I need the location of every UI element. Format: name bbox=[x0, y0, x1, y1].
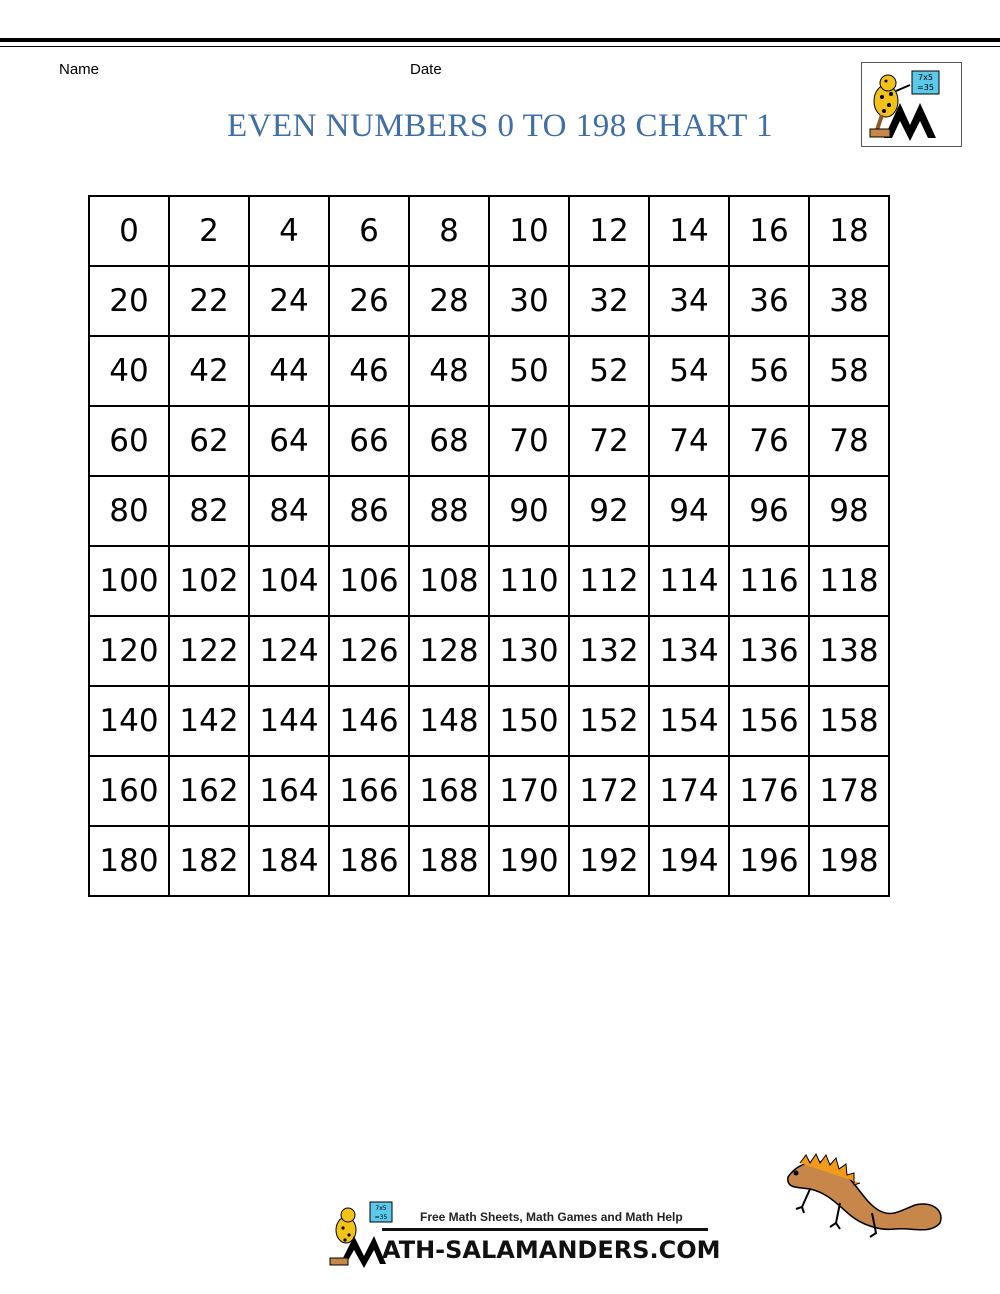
grid-cell: 28 bbox=[409, 266, 489, 336]
grid-cell: 36 bbox=[729, 266, 809, 336]
footer-site-name: ATH-SALAMANDERS.COM bbox=[382, 1236, 721, 1264]
grid-cell: 42 bbox=[169, 336, 249, 406]
grid-cell: 88 bbox=[409, 476, 489, 546]
grid-cell: 56 bbox=[729, 336, 809, 406]
grid-row bbox=[89, 686, 889, 756]
grid-cell: 176 bbox=[729, 756, 809, 826]
grid-cell: 98 bbox=[809, 476, 889, 546]
grid-row bbox=[89, 616, 889, 686]
grid-cell: 120 bbox=[89, 616, 169, 686]
grid-cell: 198 bbox=[809, 826, 889, 896]
grid-cell: 188 bbox=[409, 826, 489, 896]
grid-cell: 34 bbox=[649, 266, 729, 336]
grid-cell: 196 bbox=[729, 826, 809, 896]
grid-row bbox=[89, 476, 889, 546]
grid-cell: 52 bbox=[569, 336, 649, 406]
grid-cell: 50 bbox=[489, 336, 569, 406]
grid-cell: 84 bbox=[249, 476, 329, 546]
grid-cell: 124 bbox=[249, 616, 329, 686]
grid-cell: 92 bbox=[569, 476, 649, 546]
grid-cell: 22 bbox=[169, 266, 249, 336]
grid-row bbox=[89, 756, 889, 826]
footer-divider bbox=[382, 1228, 708, 1231]
grid-cell: 80 bbox=[89, 476, 169, 546]
grid-cell: 136 bbox=[729, 616, 809, 686]
svg-text:=35: =35 bbox=[917, 83, 934, 92]
grid-cell: 60 bbox=[89, 406, 169, 476]
grid-cell: 68 bbox=[409, 406, 489, 476]
grid-cell: 116 bbox=[729, 546, 809, 616]
svg-text:=35: =35 bbox=[374, 1214, 388, 1221]
footer-tagline: Free Math Sheets, Math Games and Math Help bbox=[420, 1210, 683, 1224]
even-numbers-grid bbox=[88, 195, 890, 897]
grid-cell: 76 bbox=[729, 406, 809, 476]
grid-cell: 184 bbox=[249, 826, 329, 896]
grid-cell: 154 bbox=[649, 686, 729, 756]
grid-cell: 18 bbox=[809, 196, 889, 266]
grid-cell: 100 bbox=[89, 546, 169, 616]
grid-cell: 78 bbox=[809, 406, 889, 476]
newt-illustration bbox=[780, 1145, 950, 1260]
grid-cell: 2 bbox=[169, 196, 249, 266]
name-label: Name bbox=[59, 61, 100, 78]
grid-cell: 20 bbox=[89, 266, 169, 336]
grid-cell: 70 bbox=[489, 406, 569, 476]
grid-cell: 158 bbox=[809, 686, 889, 756]
grid-cell: 0 bbox=[89, 196, 169, 266]
grid-cell: 106 bbox=[329, 546, 409, 616]
grid-row bbox=[89, 546, 889, 616]
top-rule-thin bbox=[0, 46, 1000, 47]
grid-cell: 86 bbox=[329, 476, 409, 546]
grid-cell: 64 bbox=[249, 406, 329, 476]
grid-cell: 156 bbox=[729, 686, 809, 756]
grid-cell: 142 bbox=[169, 686, 249, 756]
grid-cell: 164 bbox=[249, 756, 329, 826]
grid-cell: 150 bbox=[489, 686, 569, 756]
grid-cell: 182 bbox=[169, 826, 249, 896]
grid-cell: 24 bbox=[249, 266, 329, 336]
grid-cell: 166 bbox=[329, 756, 409, 826]
grid-cell: 170 bbox=[489, 756, 569, 826]
grid-cell: 94 bbox=[649, 476, 729, 546]
grid-cell: 44 bbox=[249, 336, 329, 406]
grid-cell: 140 bbox=[89, 686, 169, 756]
grid-cell: 126 bbox=[329, 616, 409, 686]
grid-cell: 14 bbox=[649, 196, 729, 266]
grid-row bbox=[89, 196, 889, 266]
grid-cell: 96 bbox=[729, 476, 809, 546]
grid-cell: 190 bbox=[489, 826, 569, 896]
grid-cell: 186 bbox=[329, 826, 409, 896]
grid-row bbox=[89, 266, 889, 336]
salamander-logo bbox=[861, 62, 962, 147]
grid-cell: 32 bbox=[569, 266, 649, 336]
grid-row bbox=[89, 336, 889, 406]
grid-cell: 4 bbox=[249, 196, 329, 266]
grid-cell: 90 bbox=[489, 476, 569, 546]
grid-cell: 104 bbox=[249, 546, 329, 616]
svg-text:7x5: 7x5 bbox=[918, 73, 933, 82]
grid-cell: 162 bbox=[169, 756, 249, 826]
grid-cell: 114 bbox=[649, 546, 729, 616]
grid-cell: 54 bbox=[649, 336, 729, 406]
grid-cell: 62 bbox=[169, 406, 249, 476]
grid-cell: 130 bbox=[489, 616, 569, 686]
grid-cell: 16 bbox=[729, 196, 809, 266]
grid-cell: 108 bbox=[409, 546, 489, 616]
grid-cell: 74 bbox=[649, 406, 729, 476]
grid-cell: 46 bbox=[329, 336, 409, 406]
grid-cell: 82 bbox=[169, 476, 249, 546]
grid-cell: 144 bbox=[249, 686, 329, 756]
grid-cell: 172 bbox=[569, 756, 649, 826]
grid-cell: 148 bbox=[409, 686, 489, 756]
grid-cell: 72 bbox=[569, 406, 649, 476]
grid-cell: 10 bbox=[489, 196, 569, 266]
grid-cell: 38 bbox=[809, 266, 889, 336]
grid-cell: 110 bbox=[489, 546, 569, 616]
grid-cell: 146 bbox=[329, 686, 409, 756]
grid-row bbox=[89, 406, 889, 476]
grid-cell: 112 bbox=[569, 546, 649, 616]
grid-cell: 138 bbox=[809, 616, 889, 686]
grid-cell: 6 bbox=[329, 196, 409, 266]
grid-cell: 128 bbox=[409, 616, 489, 686]
grid-cell: 180 bbox=[89, 826, 169, 896]
grid-cell: 102 bbox=[169, 546, 249, 616]
grid-cell: 58 bbox=[809, 336, 889, 406]
grid-cell: 192 bbox=[569, 826, 649, 896]
grid-cell: 30 bbox=[489, 266, 569, 336]
grid-cell: 40 bbox=[89, 336, 169, 406]
grid-cell: 8 bbox=[409, 196, 489, 266]
grid-cell: 194 bbox=[649, 826, 729, 896]
grid-cell: 26 bbox=[329, 266, 409, 336]
grid-cell: 66 bbox=[329, 406, 409, 476]
grid-cell: 48 bbox=[409, 336, 489, 406]
grid-cell: 152 bbox=[569, 686, 649, 756]
grid-cell: 174 bbox=[649, 756, 729, 826]
grid-row bbox=[89, 826, 889, 896]
grid-cell: 168 bbox=[409, 756, 489, 826]
grid-cell: 132 bbox=[569, 616, 649, 686]
top-rule-thick bbox=[0, 38, 1000, 42]
logo-graphic bbox=[862, 63, 961, 146]
page-title: EVEN NUMBERS 0 TO 198 CHART 1 bbox=[226, 108, 774, 144]
grid-cell: 12 bbox=[569, 196, 649, 266]
grid-cell: 122 bbox=[169, 616, 249, 686]
grid-cell: 134 bbox=[649, 616, 729, 686]
svg-text:7x5: 7x5 bbox=[375, 1205, 387, 1212]
grid-cell: 178 bbox=[809, 756, 889, 826]
date-label: Date bbox=[410, 61, 442, 78]
grid-cell: 118 bbox=[809, 546, 889, 616]
grid-cell: 160 bbox=[89, 756, 169, 826]
